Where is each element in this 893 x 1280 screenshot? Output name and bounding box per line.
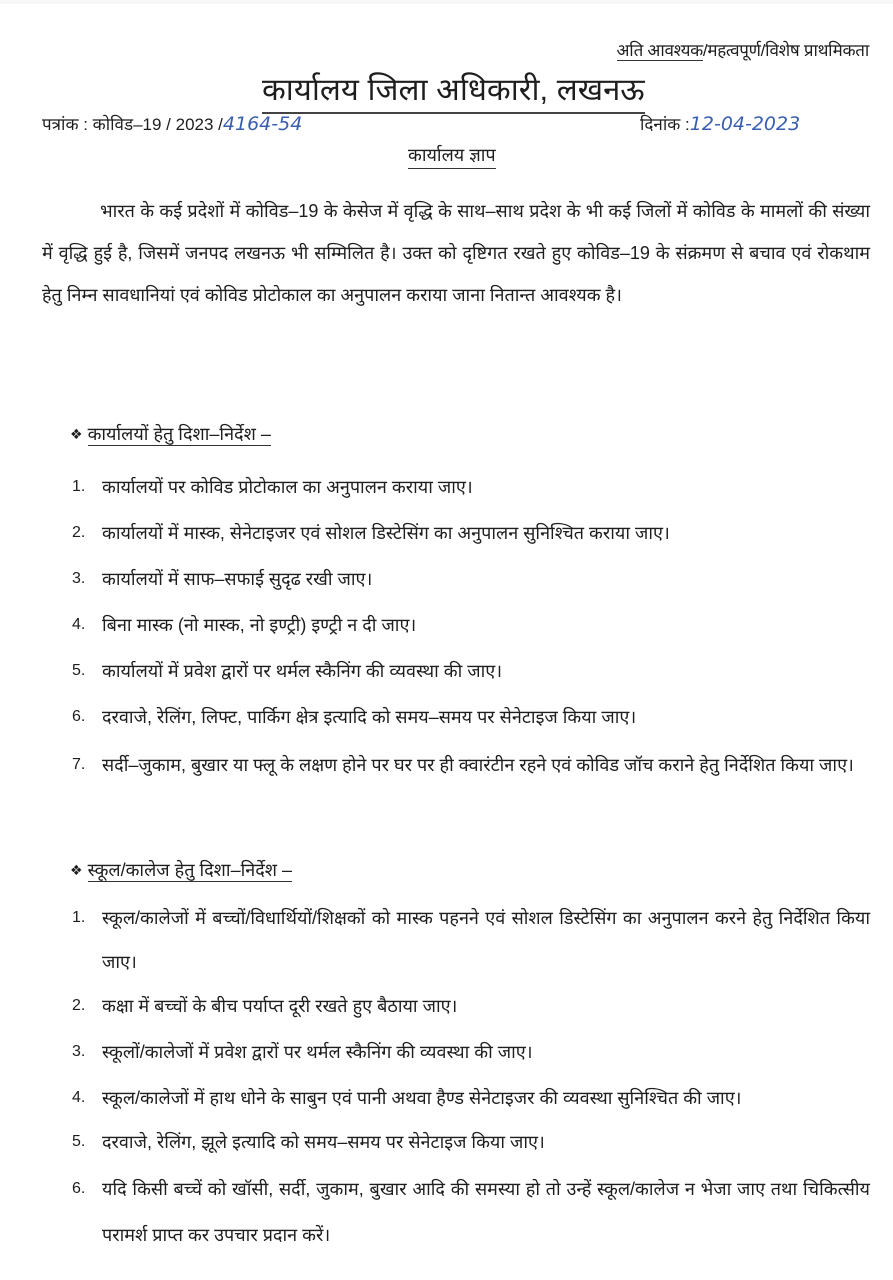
- item-number: 7.: [72, 756, 86, 773]
- item-text: कार्यालयों में साफ–सफाई सुदृढ रखी जाए।: [102, 569, 373, 589]
- priority-urgent: अति आवश्यक: [616, 41, 703, 60]
- list-item: [0, 896, 870, 984]
- list-item: [0, 605, 870, 645]
- list-item: [0, 986, 870, 1026]
- item-text: स्कूल/कालेजों में बच्चों/विधार्थियों/शिक्षकों को मास्क पहनने एवं सोशल डिस्टेसिंग का अनुपालन करने हेतु निर्देशित किया जाए।: [102, 908, 870, 972]
- item-text: दरवाजे, रेलिंग, झूले इत्यादि को समय–समय पर सेनेटाइज किया जाए।: [102, 1132, 545, 1152]
- priority-line: [617, 38, 869, 61]
- priority-separator: /: [760, 41, 766, 60]
- item-number: 1.: [72, 909, 86, 926]
- item-text: दरवाजे, रेलिंग, लिफ्ट, पार्किग क्षेत्र इत्यादि को समय–समय पर सेनेटाइज किया जाए।: [102, 707, 637, 727]
- item-text: कार्यालयों पर कोविड प्रोटोकाल का अनुपालन कराया जाए।: [102, 477, 473, 497]
- priority-important: महत्वपूर्ण: [707, 41, 761, 60]
- list-item: [0, 1166, 870, 1258]
- list-item: [0, 1122, 870, 1162]
- item-text: स्कूल/कालेजों में हाथ धोने के साबुन एवं पानी अथवा हैण्ड सेनेटाइजर की व्यवस्था सुनिश्चित की जाए।: [102, 1088, 742, 1108]
- office-title: कार्यालय जिला अधिकारी, लखनऊ: [262, 68, 645, 114]
- list-item: [0, 697, 870, 737]
- item-number: 2.: [72, 524, 86, 541]
- item-text: यदि किसी बच्चें को खॉसी, सर्दी, जुकाम, बुखार आदि की समस्या हो तो उन्हें स्कूल/कालेज न भेजा जाए तथा चिकित्सीय परामर्श प्राप्त कर उपचार प्रदान करें।: [102, 1179, 870, 1245]
- item-number: 3.: [72, 570, 86, 587]
- date-label: दिनांक :: [640, 115, 690, 134]
- item-number: 2.: [72, 997, 86, 1014]
- section-heading-offices: [70, 422, 271, 446]
- list-item: [0, 1078, 870, 1118]
- top-strip: [0, 0, 893, 4]
- item-number: 4.: [72, 1089, 86, 1106]
- item-text: कक्षा में बच्चों के बीच पर्याप्त दूरी रखते हुए बैठाया जाए।: [102, 996, 458, 1016]
- memo-title: कार्यालय ज्ञाप: [408, 143, 496, 169]
- school-guidelines-list: [0, 896, 870, 1258]
- item-number: 6.: [72, 708, 86, 725]
- item-number: 4.: [72, 616, 86, 633]
- list-item: [0, 467, 870, 507]
- section-heading-text: स्कूल/कालेज हेतु दिशा–निर्देश –: [87, 860, 293, 880]
- diamond-bullet-icon: ❖: [70, 862, 83, 878]
- list-item: [0, 559, 870, 599]
- list-item: [0, 743, 870, 787]
- reference-number: [42, 112, 302, 135]
- list-item: [0, 513, 870, 553]
- priority-separator: /: [702, 41, 708, 60]
- item-text: कार्यालयों में प्रवेश द्वारों पर थर्मल स्कैनिंग की व्यवस्था की जाए।: [102, 661, 503, 681]
- office-guidelines-list: [0, 467, 870, 787]
- section-heading-text: कार्यालयों हेतु दिशा–निर्देश –: [87, 424, 271, 444]
- item-number: 5.: [72, 662, 86, 679]
- item-text: कार्यालयों में मास्क, सेनेटाइजर एवं सोशल डिस्टेसिंग का अनुपालन सुनिश्चित कराया जाए।: [102, 523, 670, 543]
- intro-paragraph: भारत के कई प्रदेशों में कोविड–19 के केसेज में वृद्धि के साथ–साथ प्रदेश के भी कई जिलों में कोविड के मामलों की संख्या में वृद्धि हुई है, जिसमें जनपद लखनऊ भी सम्मिलित है। उक्त को दृष्टिगत रखते हुए कोविड–19 के संक्रमण से बचाव एवं रोकथाम हेतु निम्न सावधानियां एवं कोविड प्रोटोकाल का अनुपालन कराया जाना नितान्त आवश्यक है।: [42, 201, 870, 305]
- item-text: स्कूलों/कालेजों में प्रवेश द्वारों पर थर्मल स्कैनिंग की व्यवस्था की जाए।: [102, 1042, 533, 1062]
- item-text: सर्दी–जुकाम, बुखार या फ्लू के लक्षण होने पर घर पर ही क्वारंटीन रहने एवं कोविड जॉच कराने हेतु निर्देशित किया जाए।: [102, 755, 854, 775]
- item-number: 5.: [72, 1133, 86, 1150]
- reference-label: पत्रांक : कोविड–19 / 2023 /: [42, 115, 223, 134]
- item-number: 6.: [72, 1180, 86, 1197]
- list-item: [0, 651, 870, 691]
- section-heading-schools: [70, 858, 292, 882]
- item-number: 1.: [72, 478, 86, 495]
- item-text: बिना मास्क (नो मास्क, नो इण्ट्री) इण्ट्री न दी जाए।: [102, 615, 417, 635]
- diamond-bullet-icon: ❖: [70, 426, 83, 442]
- priority-special: विशेष प्राथमिकता: [765, 41, 869, 60]
- list-item: [0, 1032, 870, 1072]
- date-handwritten: 12-04-2023: [689, 113, 801, 135]
- item-number: 3.: [72, 1043, 86, 1060]
- reference-handwritten: 4164-54: [222, 113, 303, 135]
- document-date: [640, 112, 800, 135]
